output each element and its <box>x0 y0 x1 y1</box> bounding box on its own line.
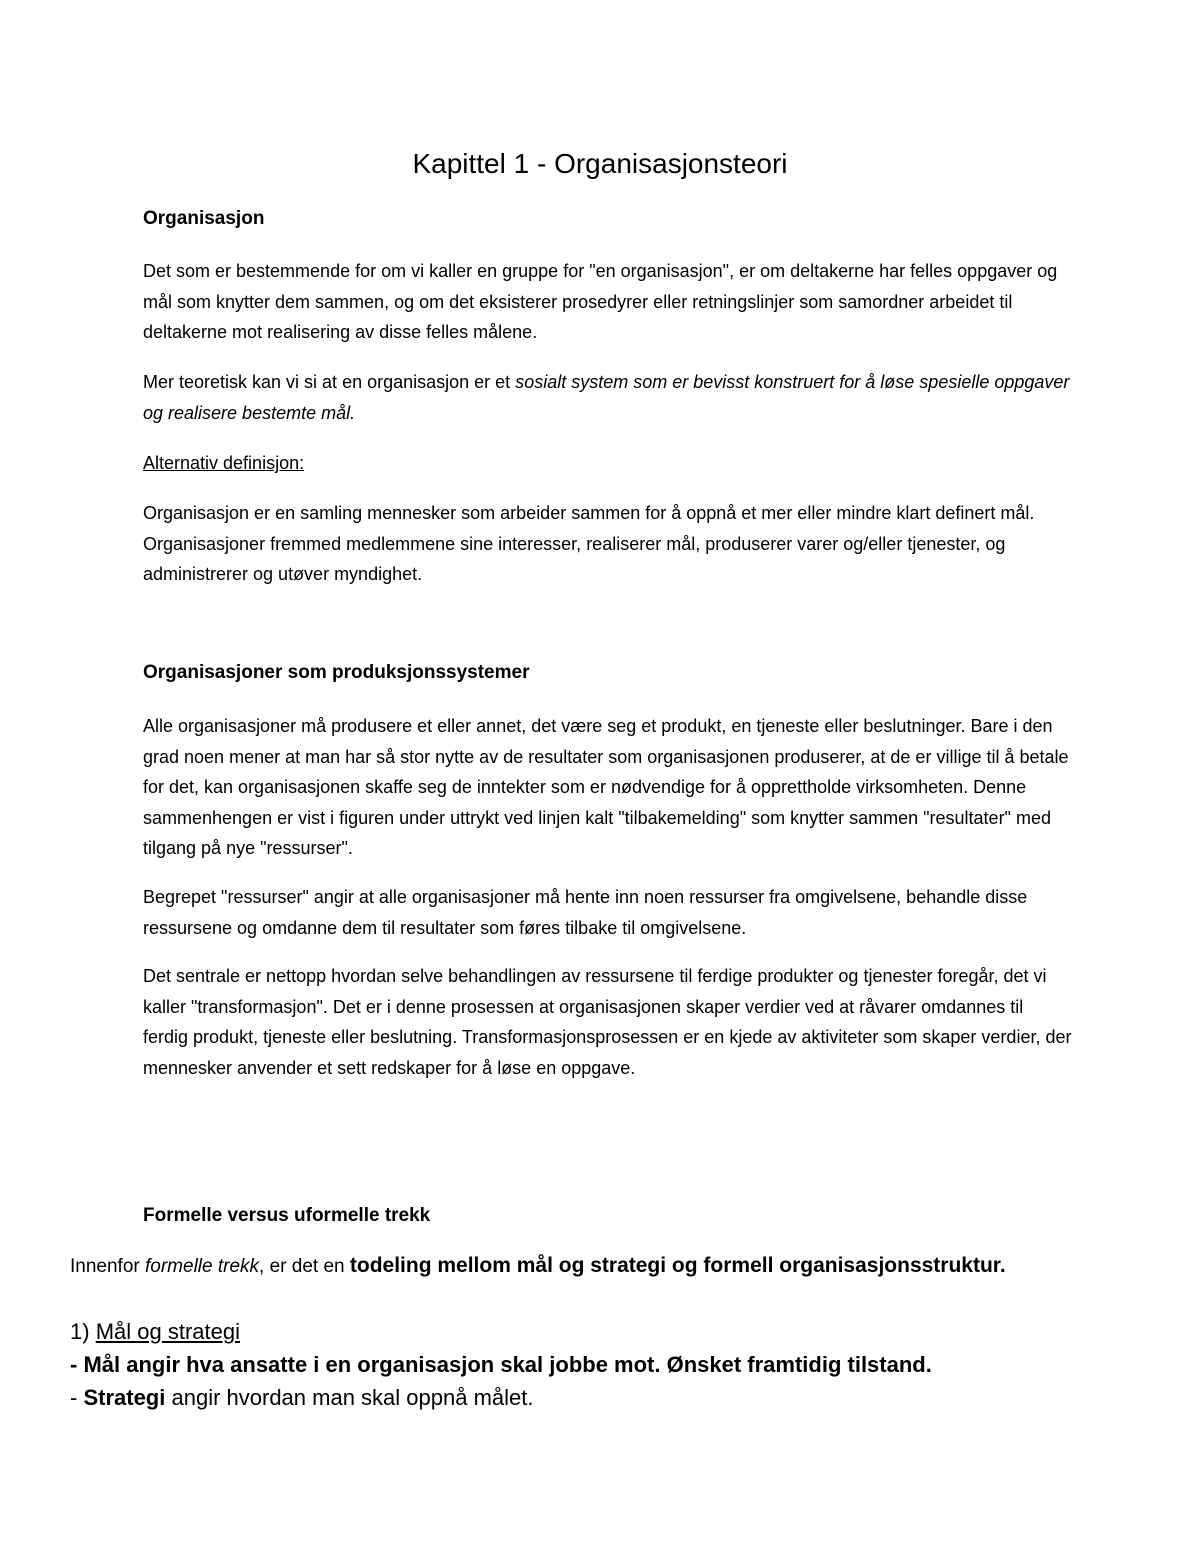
alternative-definition-label: Alternativ definisjon: <box>143 453 305 473</box>
paragraph-theoretical <box>143 367 1073 428</box>
section-heading-produksjonssystemer: Organisasjoner som produksjonssystemer <box>143 662 530 683</box>
list-line-maal: - Mål angir hva ansatte i en organisasjon skal jobbe mot. Ønsket framtidig tilstand. <box>70 1352 932 1377</box>
section-heading-formelle-trekk: Formelle versus uformelle trekk <box>143 1205 431 1226</box>
intro-text-mid: , er det en <box>259 1256 350 1277</box>
intro-text-pre: Innenfor <box>70 1256 145 1277</box>
paragraph-produksjon-2: Begrepet "ressurser" angir at alle organisasjoner må hente inn noen ressurser fra omgivelsene, behandle disse ressursene og omdanne dem til resultater som føres tilbake til omgivelsene. <box>143 887 1028 938</box>
intro-text-bold: todeling mellom mål og strategi og formell organisasjonsstruktur. <box>349 1254 1006 1277</box>
list-line-dash: - <box>70 1385 84 1410</box>
list-heading-number: 1) <box>70 1319 96 1344</box>
list-line-strategi <box>70 1381 533 1414</box>
page-title: Kapittel 1 - Organisasjonsteori <box>412 148 788 179</box>
list-heading-maal-strategi <box>70 1315 240 1348</box>
list-line-strategi-rest: angir hvordan man skal oppnå målet. <box>165 1385 534 1410</box>
paragraph-alternative-definition: Organisasjon er en samling mennesker som arbeider sammen for å oppnå et mer eller mindre klart definert mål. Organisasjoner fremmed medlemmene sine interesser, realiserer mål, produserer varer og/eller tjenester, og administrerer og utøver myndighet. <box>143 503 1035 584</box>
intro-text-italic: formelle trekk <box>145 1256 260 1277</box>
formelle-trekk-intro <box>70 1254 1006 1278</box>
paragraph-theoretical-italic: sosialt system som er bevisst konstruert for å løse spesielle oppgaver og realisere bestemte mål. <box>143 372 1070 423</box>
paragraph-definition: Det som er bestemmende for om vi kaller en gruppe for "en organisasjon", er om deltakerne har felles oppgaver og mål som knytter dem sammen, og om det eksisterer prosedyrer eller retningslinjer som samordner arbeidet til deltakerne mot realisering av disse felles målene. <box>143 261 1058 342</box>
list-line-strategi-bold: Strategi <box>83 1385 166 1410</box>
list-heading-label: Mål og strategi <box>95 1319 240 1344</box>
paragraph-theoretical-text: Mer teoretisk kan vi si at en organisasjon er et <box>143 372 516 392</box>
paragraph-produksjon-3: Det sentrale er nettopp hvordan selve behandlingen av ressursene til ferdige produkter og tjenester foregår, det vi kaller "transformasjon". Det er i denne prosessen at organisasjonen skaper verdier ved at råvarer omdannes til ferdig produkt, tjeneste eller beslutning. Transformasjonsprosessen er en kjede av aktiviteter som skaper verdier, der mennesker anvender et sett redskaper for å løse en oppgave. <box>143 966 1072 1078</box>
paragraph-produksjon-1: Alle organisasjoner må produsere et eller annet, det være seg et produkt, en tjeneste eller beslutninger. Bare i den grad noen mener at man har så stor nytte av de resultater som organisasjonen produserer, at de er villige til å betale for det, kan organisasjonen skaffe seg de inntekter som er nødvendige for å opprettholde virksomheten. Denne sammenhengen er vist i figuren under uttrykt ved linjen kalt "tilbakemelding" som knytter sammen "resultater" med tilgang på nye "ressurser". <box>143 716 1069 858</box>
section-heading-organisasjon: Organisasjon <box>143 208 265 229</box>
